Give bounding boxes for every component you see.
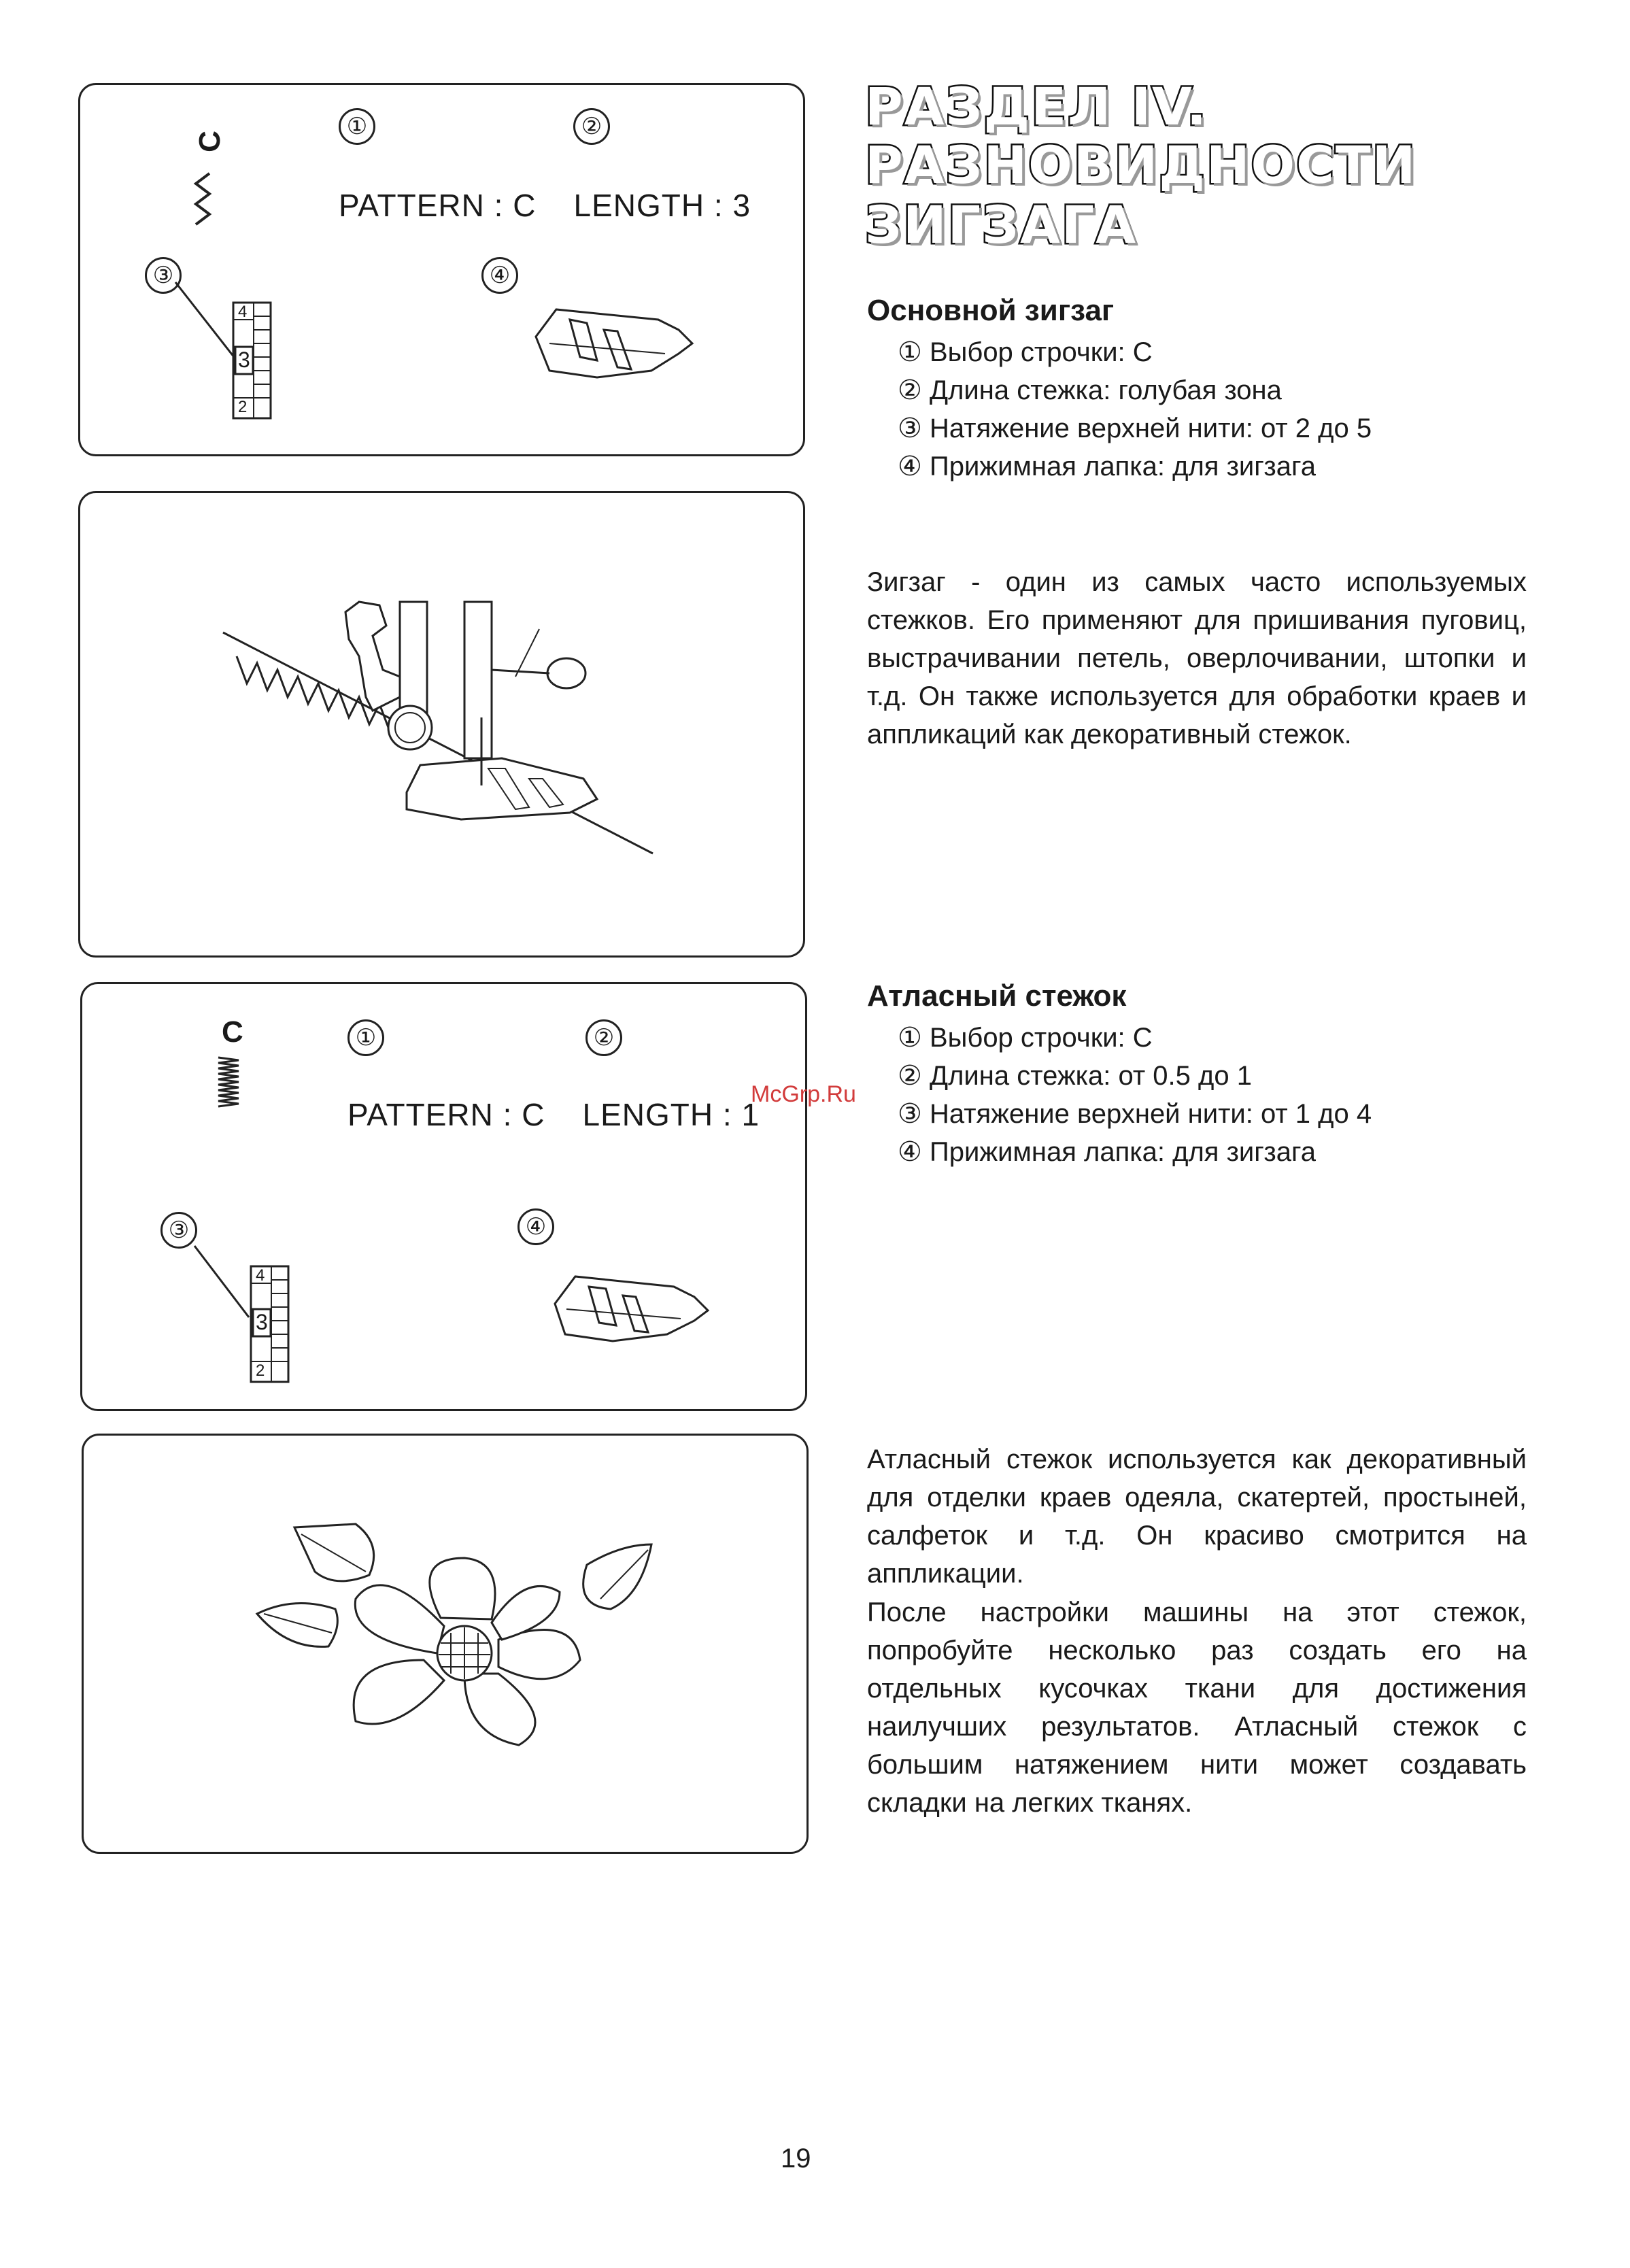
dial-number-2: 2 xyxy=(256,1361,265,1380)
basic-zigzag-heading: Основной зигзаг xyxy=(867,294,1115,327)
page-number: 19 xyxy=(781,2144,811,2173)
callout-2: ② xyxy=(585,1019,622,1056)
basic-zigzag-item-3: ③ Натяжение верхней нити: от 2 до 5 xyxy=(898,413,1372,443)
callout-4: ④ xyxy=(481,257,518,294)
watermark: McGrp.Ru xyxy=(751,1081,856,1107)
section-title-line-3: ЗИГЗАГА xyxy=(865,194,1138,255)
pattern-letter: C xyxy=(222,1015,243,1049)
satin-stitch-item-3: ③ Натяжение верхней нити: от 1 до 4 xyxy=(898,1099,1372,1129)
zigzag-sewing-illustration xyxy=(78,491,805,958)
callout-3: ③ xyxy=(145,257,182,294)
dial-number-4: 4 xyxy=(256,1266,265,1285)
satin-stitch-heading: Атласный стежок xyxy=(867,979,1127,1013)
dial-number-4: 4 xyxy=(238,303,248,321)
pattern-letter: C xyxy=(192,131,226,152)
satin-stitch-applique-illustration xyxy=(82,1434,809,1854)
section-title-line-1: РАЗДЕЛ IV. xyxy=(865,76,1208,137)
callout-2: ② xyxy=(573,108,610,145)
basic-zigzag-description: Зигзаг - один из самых часто используемых стежков. Его применяют для пришивания пуговиц, выстрачивании петель, оверлочивании, штопки и т.д. Он также используется для обработки краев и аппликаций как декоративный стежок. xyxy=(867,567,1527,749)
dial-number-3: 3 xyxy=(256,1310,268,1334)
callout-1: ① xyxy=(347,1019,384,1056)
zigzag-presser-foot-icon xyxy=(80,85,803,454)
satin-stitch-description-1: Атласный стежок используется как декоративный для отделки краев одеяла, скатертей, простыней, салфеток и т.д. Он красиво смотрится на аппликации. xyxy=(867,1444,1527,1589)
basic-zigzag-item-2: ② Длина стежка: голубая зона xyxy=(898,375,1282,405)
basic-zigzag-item-1: ① Выбор строчки: C xyxy=(898,337,1153,367)
zigzag-presser-foot-icon xyxy=(82,984,805,1409)
pattern-length-display: PATTERN : C LENGTH : 3 xyxy=(339,188,751,223)
satin-stitch-item-4: ④ Прижимная лапка: для зигзага xyxy=(898,1137,1316,1167)
flower-applique-icon xyxy=(84,1436,806,1852)
callout-4: ④ xyxy=(517,1208,554,1245)
basic-zigzag-settings-panel xyxy=(78,83,805,456)
callout-3: ③ xyxy=(160,1212,197,1249)
satin-stitch-settings-panel xyxy=(80,982,807,1411)
pattern-length-display: PATTERN : C LENGTH : 1 xyxy=(347,1097,760,1132)
dial-number-2: 2 xyxy=(238,398,248,416)
satin-stitch-item-2: ② Длина стежка: от 0.5 до 1 xyxy=(898,1061,1252,1091)
sewing-machine-foot-icon xyxy=(80,493,803,955)
callout-1: ① xyxy=(339,108,375,145)
satin-stitch-item-1: ① Выбор строчки: C xyxy=(898,1023,1153,1053)
dial-number-3: 3 xyxy=(238,348,250,372)
satin-stitch-description-2: После настройки машины на этот стежок, попробуйте несколько раз создать его на отдельных кусочках ткани для достижения наилучших результатов. Атласный стежок с большим натяжением нити может создавать складки на легких тканях. xyxy=(867,1597,1527,1818)
basic-zigzag-item-4: ④ Прижимная лапка: для зигзага xyxy=(898,452,1316,481)
section-title-line-2: РАЗНОВИДНОСТИ xyxy=(865,135,1417,195)
